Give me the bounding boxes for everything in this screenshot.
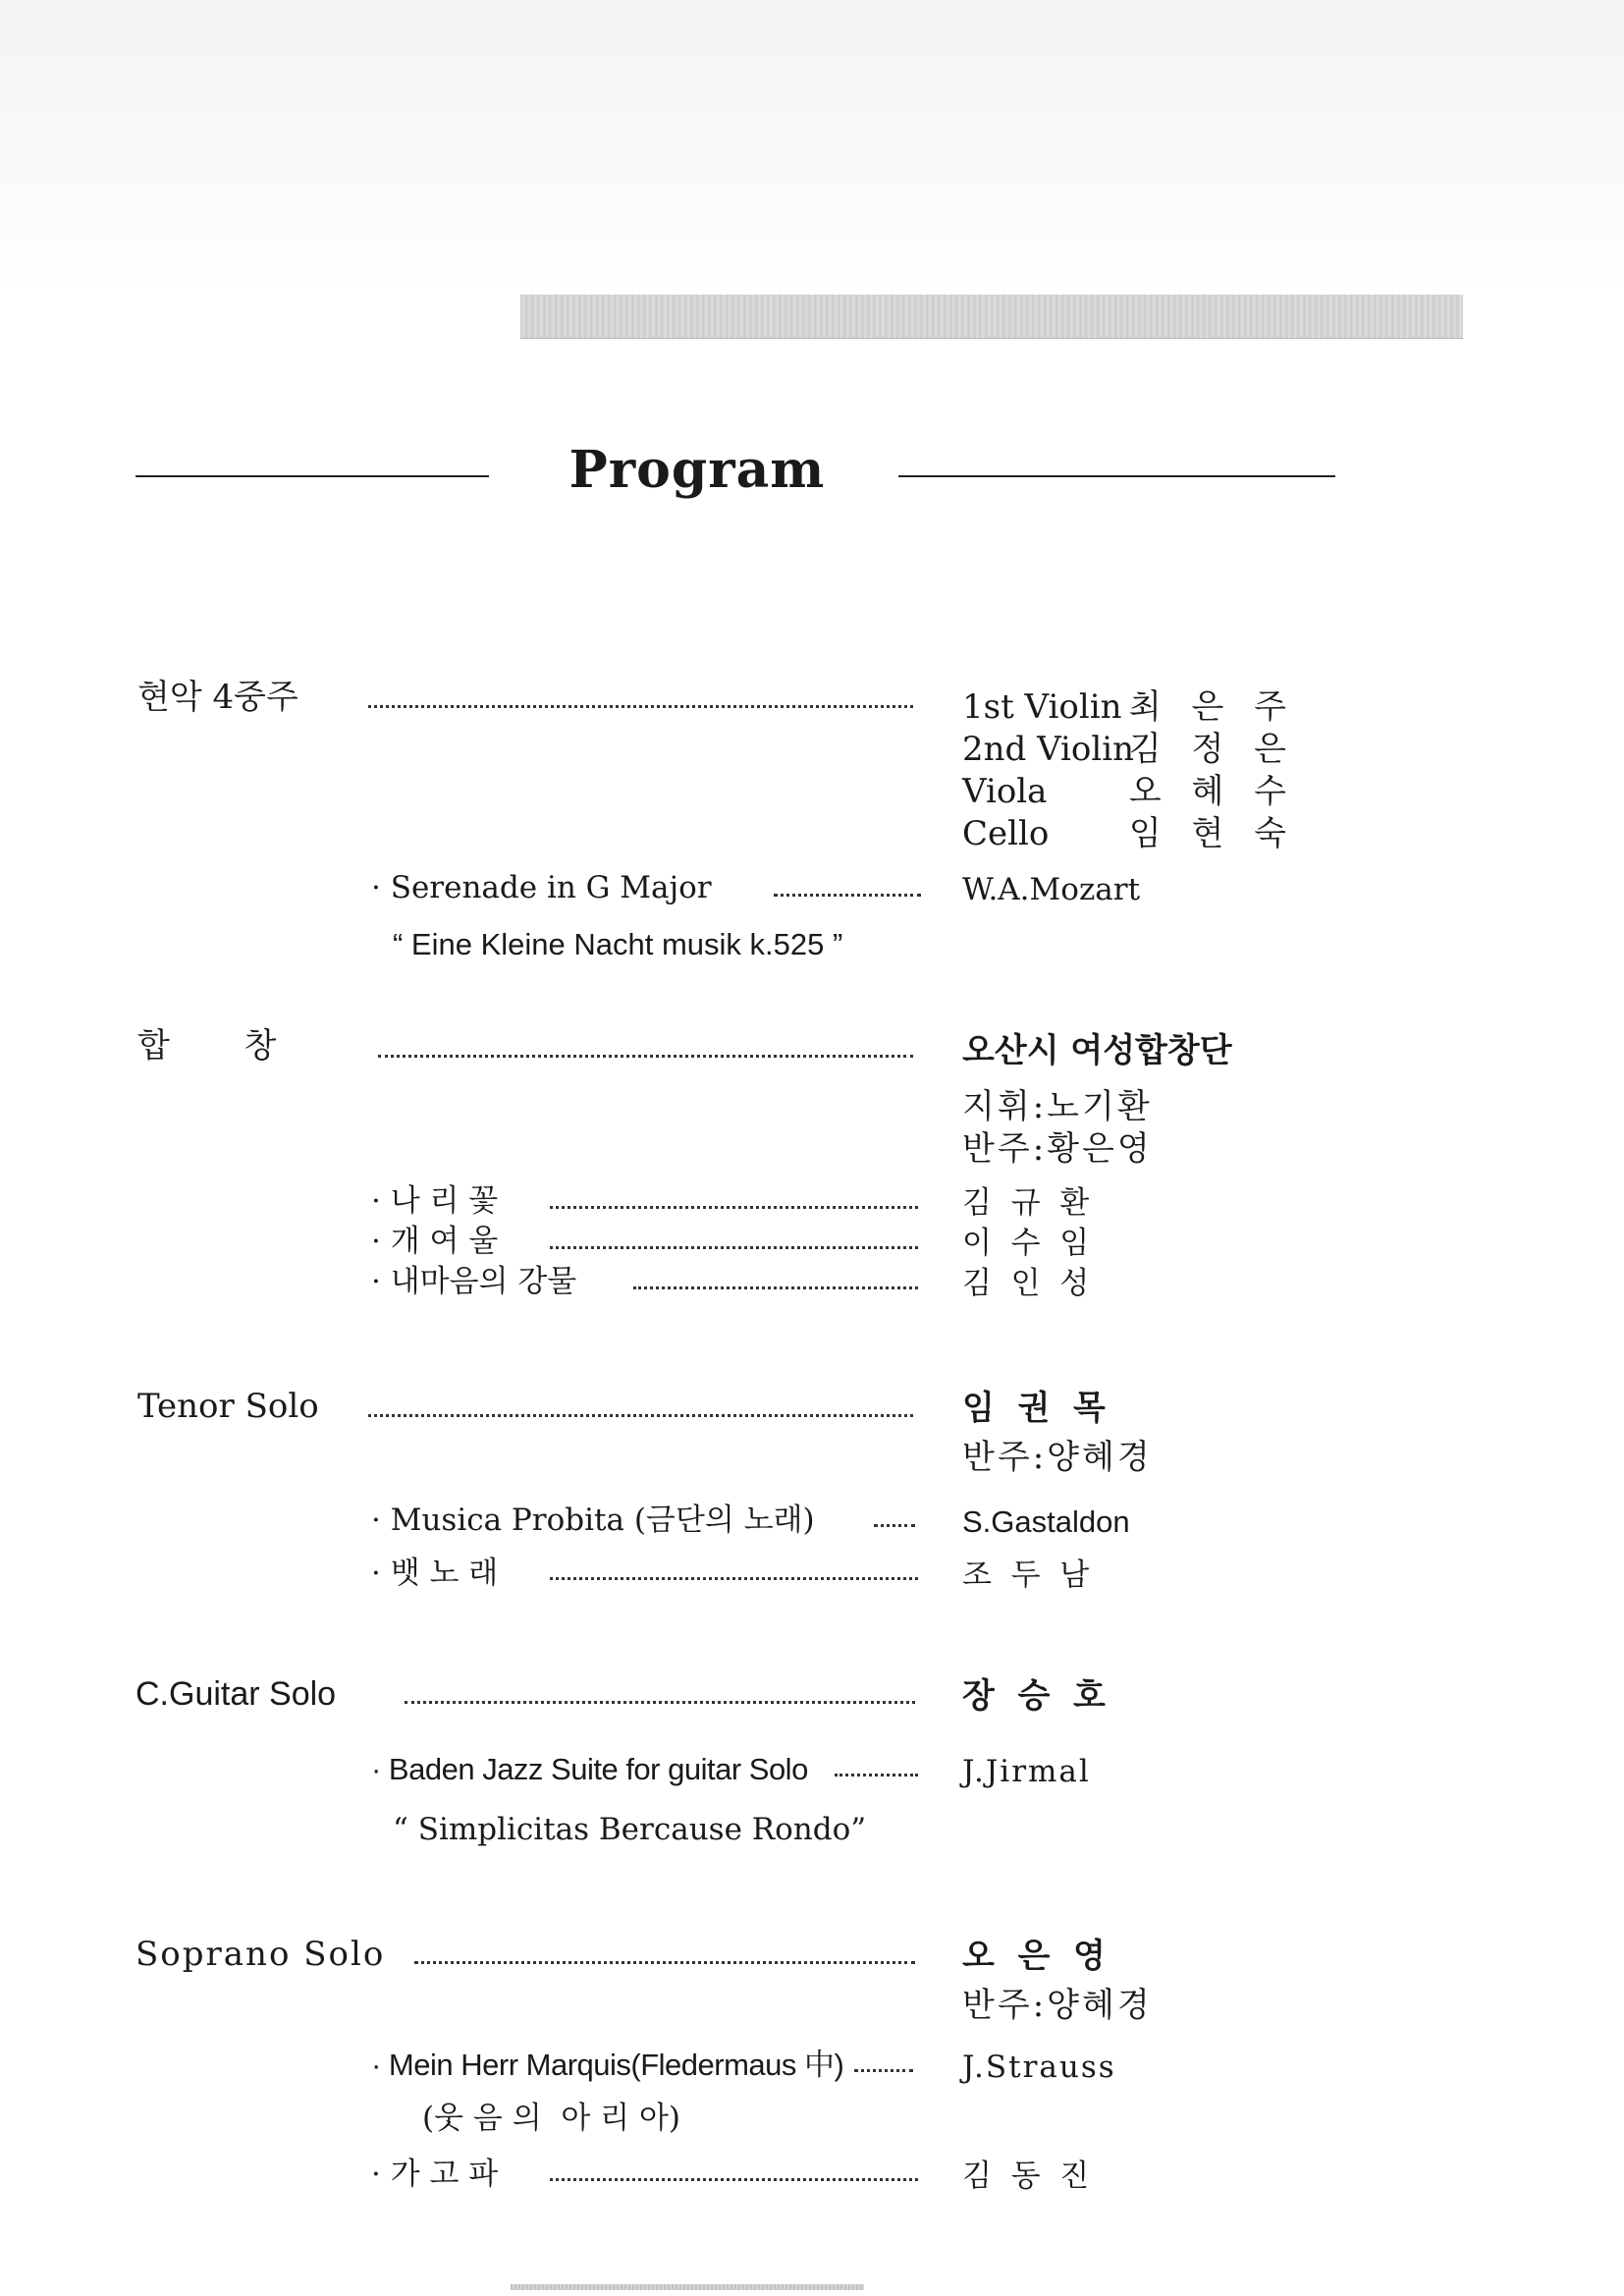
leader-dots (874, 1524, 915, 1527)
leader-dots (550, 1206, 918, 1209)
section-heading-choir: 합 창 (137, 1026, 277, 1066)
leader-dots (414, 1961, 915, 1964)
performer-row (962, 730, 1296, 769)
performer-role: 2nd Violin (962, 730, 1135, 769)
performer-role: Viola (962, 772, 1048, 811)
piece-title: · 내마음의 강물 (371, 1264, 577, 1299)
performer-role: Cello (962, 814, 1050, 853)
piece-composer: J.Strauss (962, 2050, 1116, 2085)
section-heading-soprano: Soprano Solo (135, 1935, 386, 1974)
title-rule-left (135, 475, 489, 477)
piece-composer: 김 동 진 (962, 2159, 1090, 2194)
ensemble-name: 오산시 여성합창단 (962, 1031, 1232, 1070)
title-rule-right (898, 475, 1335, 477)
conductor: 지휘:노기환 (962, 1087, 1153, 1126)
leader-dots (405, 1701, 915, 1704)
piece-composer: S.Gastaldon (962, 1504, 1130, 1539)
performer-name: 김 정 은 (1128, 730, 1296, 769)
piece-composer: J.Jirmal (962, 1754, 1091, 1789)
section-heading-quartet: 현악 4중주 (137, 678, 298, 717)
performer-name: 임 현 숙 (1128, 814, 1296, 853)
piece-title: · Serenade in G Major (371, 870, 712, 905)
decorative-band (520, 295, 1463, 339)
leader-dots (550, 1246, 918, 1249)
page-title: Program (568, 440, 826, 500)
leader-dots (854, 2069, 913, 2072)
piece-subtitle: “ Eine Kleine Nacht musik k.525 ” (393, 927, 843, 961)
piece-composer: 김 인 성 (962, 1266, 1090, 1301)
piece-title: · 개 여 울 (371, 1224, 499, 1259)
piece-composer: 이 수 임 (962, 1226, 1090, 1261)
leader-dots (550, 1577, 918, 1580)
piece-title: · 뱃 노 래 (371, 1556, 499, 1591)
piece-title: · Baden Jazz Suite for guitar Solo (371, 1752, 808, 1786)
scan-shadow (0, 0, 1624, 295)
performer-name: 오 혜 수 (1128, 772, 1296, 811)
aria-note: (웃 음 의 아 리 아) (422, 2101, 680, 2136)
piece-title: · 가 고 파 (371, 2157, 499, 2192)
accompanist: 반주:양혜경 (962, 1986, 1153, 2025)
accompanist: 반주:황은영 (962, 1129, 1153, 1169)
leader-dots (550, 2178, 918, 2181)
section-heading-guitar: C.Guitar Solo (135, 1675, 337, 1713)
performer-role: 1st Violin (962, 687, 1122, 727)
performer-row (962, 814, 1296, 853)
piece-title: · 나 리 꽃 (371, 1183, 499, 1219)
accompanist: 반주:양혜경 (962, 1438, 1153, 1477)
leader-dots (368, 705, 913, 708)
piece-composer: 김 규 환 (962, 1185, 1090, 1221)
performer-name: 임 권 목 (962, 1389, 1106, 1428)
bottom-edge-mark (511, 2284, 864, 2290)
piece-title: · Musica Probita (금단의 노래) (371, 1503, 815, 1538)
piece-composer: 조 두 남 (962, 1558, 1090, 1593)
piece-composer: W.A.Mozart (962, 872, 1141, 907)
leader-dots (835, 1774, 918, 1777)
leader-dots (378, 1055, 913, 1058)
performer-row (962, 772, 1296, 811)
performer-row (962, 687, 1296, 727)
piece-subtitle: “ Simplicitas Bercause Rondo” (393, 1812, 867, 1847)
leader-dots (368, 1414, 913, 1417)
leader-dots (633, 1286, 918, 1289)
leader-dots (774, 894, 921, 897)
section-heading-tenor: Tenor Solo (137, 1387, 319, 1426)
performer-name: 장 승 호 (962, 1676, 1106, 1716)
piece-title: · Mein Herr Marquis(Fledermaus 中) (371, 2048, 844, 2082)
performer-name: 오 은 영 (962, 1937, 1106, 1976)
performer-name: 최 은 주 (1128, 687, 1296, 727)
